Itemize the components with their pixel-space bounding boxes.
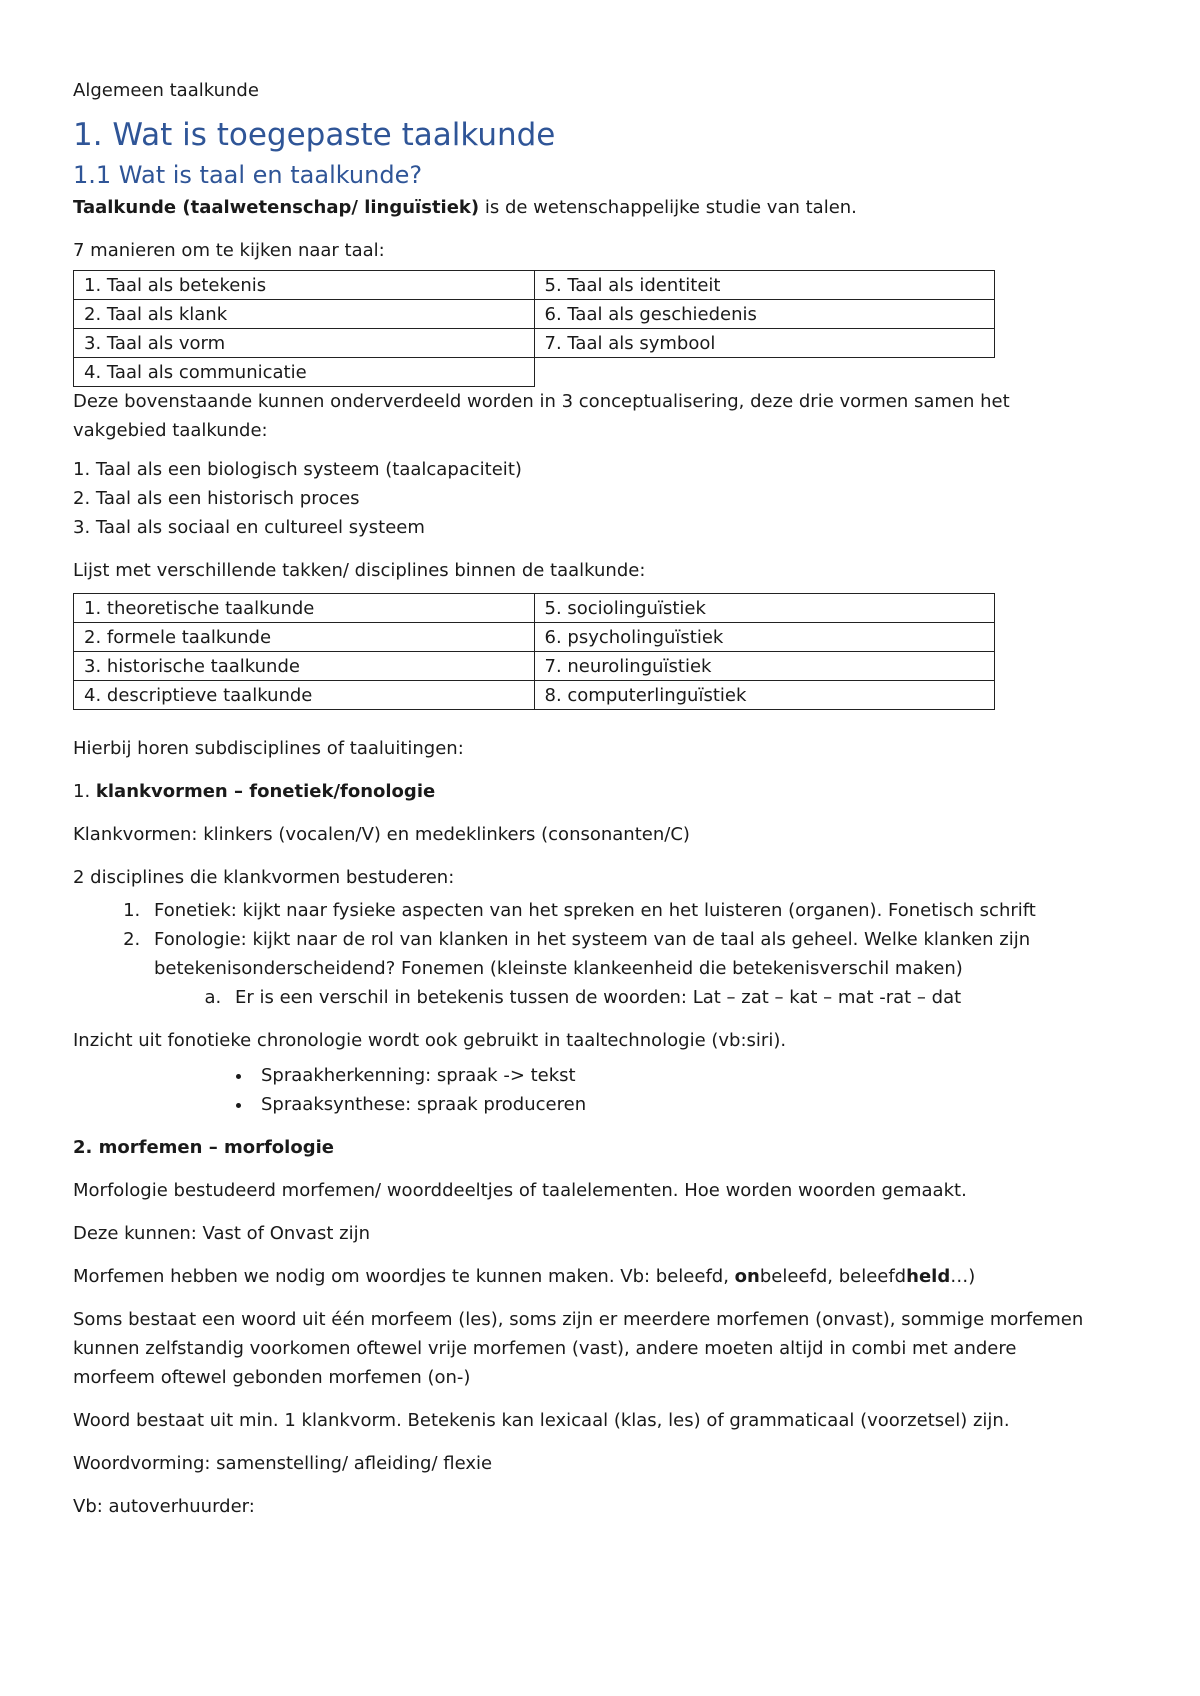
table-cell: 7. neurolinguïstiek — [534, 652, 995, 681]
table-cell: 5. sociolinguïstiek — [534, 594, 995, 623]
subdisciplines-intro: Hierbij horen subdisciplines of taaluitingen: — [73, 738, 464, 759]
heading-2: 1.1 Wat is taal en taalkunde? — [73, 161, 423, 189]
table-row — [74, 271, 995, 300]
morfeem-uitleg-paragraph: Soms bestaat een woord uit één morfeem (les), soms zijn er meerdere morfemen (onvast), sommige morfemen kunnen zelfstandig voorkomen oftewel vrije morfemen (vast), andere moeten altijd in combi met andere morfeem oftewel gebonden morfemen (on-) — [73, 1309, 1084, 1388]
section-1-title: 1. klankvormen – fonetiek/fonologie — [73, 781, 436, 802]
table-cell: 6. psycholinguïstiek — [534, 623, 995, 652]
table-row — [74, 681, 995, 710]
table-cell: 4. Taal als communicatie — [74, 358, 535, 387]
manieren-intro: 7 manieren om te kijken naar taal: — [73, 240, 385, 261]
table-row — [74, 358, 995, 387]
table-cell: 6. Taal als geschiedenis — [534, 300, 995, 329]
list-item: 3. Taal als sociaal en cultureel systeem — [73, 517, 425, 538]
list-item: • Spraakherkenning: spraak -> tekst — [253, 1061, 1100, 1090]
table-cell: 3. historische taalkunde — [74, 652, 535, 681]
voorbeeld-paragraph: Vb: autoverhuurder: — [73, 1496, 255, 1517]
table-cell: 1. theoretische taalkunde — [74, 594, 535, 623]
woordvorming-paragraph: Woordvorming: samenstelling/ afleiding/ flexie — [73, 1453, 493, 1474]
table-row — [74, 300, 995, 329]
table-cell: 4. descriptieve taalkunde — [74, 681, 535, 710]
definition-term: Taalkunde (taalwetenschap/ linguïstiek) — [73, 197, 480, 218]
manieren-table — [73, 270, 995, 387]
takken-intro: Lijst met verschillende takken/ disciplines binnen de taalkunde: — [73, 560, 646, 581]
list-item: a. Er is een verschil in betekenis tussen de woorden: Lat – zat – kat – mat -rat – dat — [227, 983, 1100, 1012]
vast-onvast-paragraph: Deze kunnen: Vast of Onvast zijn — [73, 1223, 370, 1244]
table-cell-empty — [534, 358, 995, 387]
inzicht-paragraph: Inzicht uit fonotieke chronologie wordt ook gebruikt in taaltechnologie (vb:siri). — [73, 1030, 787, 1051]
klankvormen-paragraph: Klankvormen: klinkers (vocalen/V) en medeklinkers (consonanten/C) — [73, 824, 690, 845]
table-row — [74, 652, 995, 681]
table-cell: 3. Taal als vorm — [74, 329, 535, 358]
document-header: Algemeen taalkunde — [73, 80, 259, 101]
sublist — [154, 983, 1100, 1012]
conceptualisering-paragraph: Deze bovenstaande kunnen onderverdeeld worden in 3 conceptualisering, deze drie vormen samen het vakgebied taalkunde: — [73, 391, 1010, 441]
table-row — [74, 623, 995, 652]
table-cell: 5. Taal als identiteit — [534, 271, 995, 300]
conceptualisering-list — [73, 455, 1100, 542]
table-row — [74, 594, 995, 623]
list-item: • Spraaksynthese: spraak produceren — [253, 1090, 1100, 1119]
morfologie-paragraph: Morfologie bestudeerd morfemen/ woorddeeltjes of taalelementen. Hoe worden woorden gemaakt. — [73, 1180, 967, 1201]
taaltechnologie-list — [73, 1061, 1100, 1119]
list-item: 1. Taal als een biologisch systeem (taalcapaciteit) — [73, 459, 522, 480]
list-item: 1. Fonetiek: kijkt naar fysieke aspecten van het spreken en het luisteren (organen). Fonetisch schrift — [146, 896, 1100, 925]
table-cell: 1. Taal als betekenis — [74, 271, 535, 300]
disciplines-intro: 2 disciplines die klankvormen bestuderen: — [73, 867, 455, 888]
list-item: 2. Taal als een historisch proces — [73, 488, 360, 509]
heading-1: 1. Wat is toegepaste taalkunde — [73, 117, 556, 153]
woord-paragraph: Woord bestaat uit min. 1 klankvorm. Betekenis kan lexicaal (klas, les) of grammaticaal (voorzetsel) zijn. — [73, 1410, 1010, 1431]
table-cell: 2. formele taalkunde — [74, 623, 535, 652]
morfemen-paragraph: Morfemen hebben we nodig om woordjes te kunnen maken. Vb: beleefd, onbeleefd, beleefdheld…) — [73, 1266, 976, 1287]
list-item: 2. Fonologie: kijkt naar de rol van klanken in het systeem van de taal als geheel. Welke klanken zijn betekenisonderscheidend? Fonemen (kleinste klankeenheid die betekenisverschil maken) a. Er is een verschil in betekenis tussen de woorden: Lat – zat – kat – mat -rat – dat — [146, 925, 1100, 1012]
table-cell: 7. Taal als symbool — [534, 329, 995, 358]
table-row — [74, 329, 995, 358]
definition-paragraph: Taalkunde (taalwetenschap/ linguïstiek) is de wetenschappelijke studie van talen. — [73, 197, 857, 218]
table-cell: 2. Taal als klank — [74, 300, 535, 329]
table-cell: 8. computerlinguïstiek — [534, 681, 995, 710]
takken-table — [73, 593, 995, 710]
section-2-title: 2. morfemen – morfologie — [73, 1137, 334, 1158]
disciplines-list — [73, 896, 1100, 1012]
